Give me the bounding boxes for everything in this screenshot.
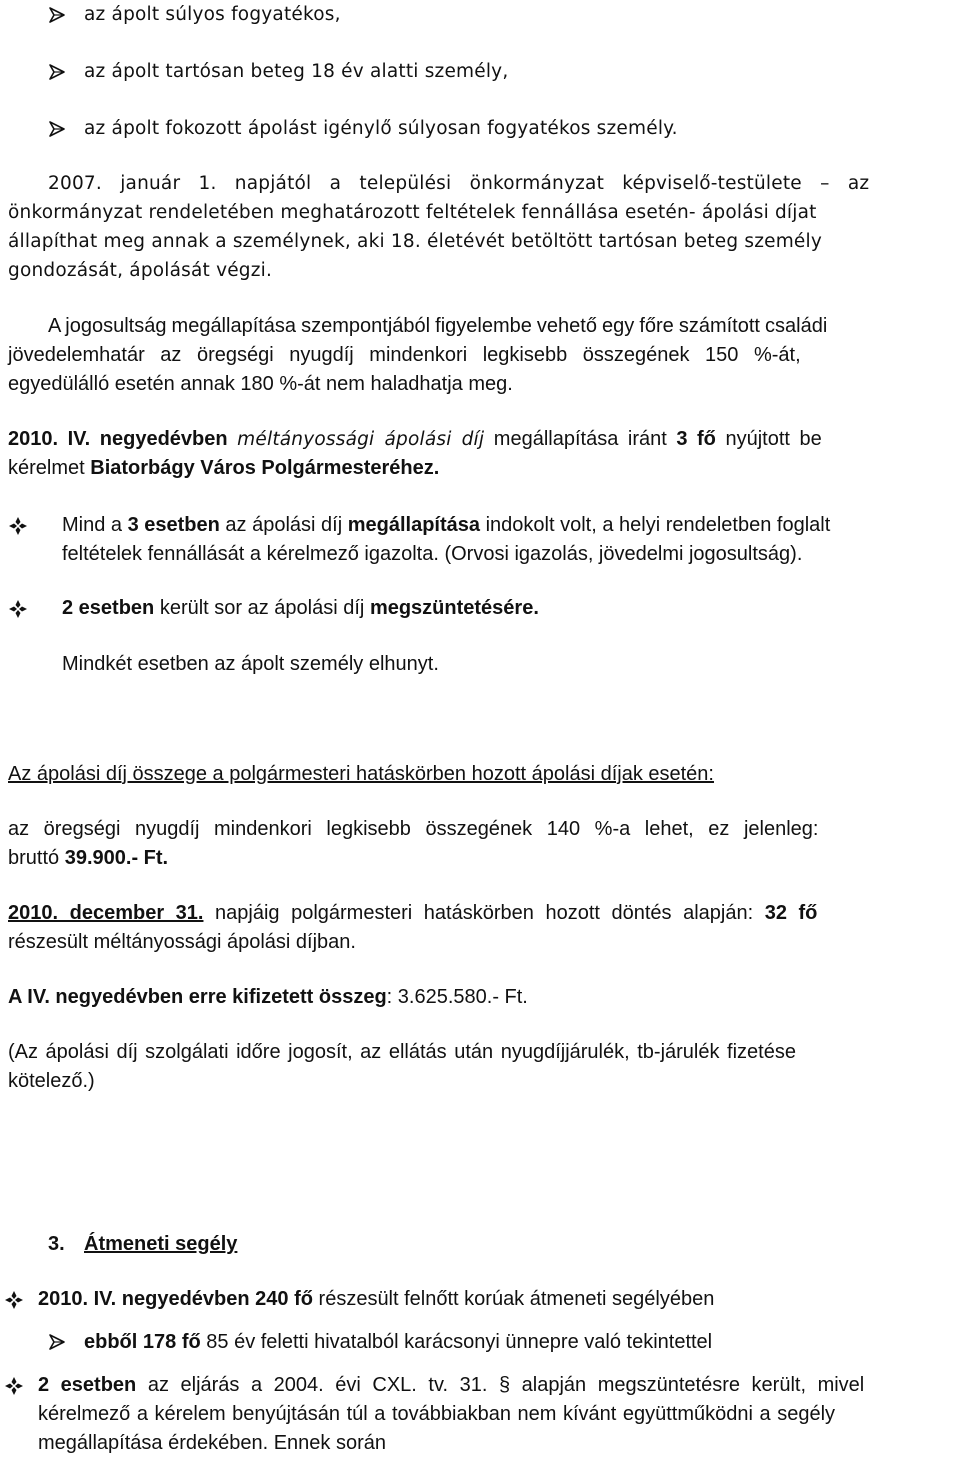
authority-name: Biatorbágy Város Polgármesteréhez. xyxy=(90,457,440,479)
paragraph-line xyxy=(8,983,528,1011)
amount: : 3.625.580.- Ft. xyxy=(386,986,528,1008)
text: napjáig polgármesteri hatáskörben hozott döntés alapján: xyxy=(215,902,754,924)
bullet-line xyxy=(38,1371,864,1399)
paragraph-line xyxy=(8,425,822,454)
paragraph-line: (Az ápolási díj szolgálati időre jogosít, az ellátás után nyugdíjjárulék, tb-járulék fizetése xyxy=(8,1041,796,1063)
section-number: 3. xyxy=(48,1233,65,1255)
paragraph-line: gondozását, ápolását végzi. xyxy=(8,260,273,281)
paragraph-line: 2007. január 1. napjától a települési önkormányzat képviselő-testülete – az xyxy=(48,173,870,194)
text: bruttó xyxy=(8,847,60,869)
arrow-bullet-icon xyxy=(48,63,66,81)
count: 3 esetben xyxy=(127,514,220,536)
label: A IV. negyedévben erre kifizetett összeg xyxy=(8,986,387,1008)
bullet-item: az ápolt súlyos fogyatékos, xyxy=(84,4,341,25)
arrow-bullet-icon xyxy=(48,6,66,24)
diamond-bullet-icon xyxy=(8,516,28,536)
date: 2010. december 31. xyxy=(8,902,204,924)
paragraph-line: részesült méltányossági ápolási díjban. xyxy=(8,931,356,953)
section-title: Átmeneti segély xyxy=(84,1233,238,1255)
bullet-line: megállapítása érdekében. Ennek során xyxy=(38,1432,387,1454)
count: ebből 178 fő xyxy=(84,1331,201,1353)
count: 3 fő xyxy=(676,428,716,450)
bullet-item: az ápolt fokozott ápolást igénylő súlyosan fogyatékos személy. xyxy=(84,118,678,139)
amount: 39.900.- Ft. xyxy=(64,847,169,869)
paragraph-line: egyedülálló esetén annak 180 %-át nem haladhatja meg. xyxy=(8,373,513,395)
emphasis: megszüntetésére. xyxy=(369,597,539,619)
arrow-bullet-icon xyxy=(48,1333,66,1351)
text: az eljárás a 2004. évi CXL. tv. 31. § alapján megszüntetésre került, mivel xyxy=(147,1374,865,1396)
paragraph-line: A jogosultság megállapítása szempontjából figyelembe vehető egy főre számított családi xyxy=(48,315,828,337)
text: nyújtott be xyxy=(725,428,822,450)
diamond-bullet-icon xyxy=(4,1376,24,1396)
section-heading: Az ápolási díj összege a polgármesteri hatáskörben hozott ápolási díjak esetén: xyxy=(8,763,714,785)
bullet-line xyxy=(38,1285,714,1313)
paragraph-line: kötelező.) xyxy=(8,1070,95,1092)
text: indokolt volt, a helyi rendeletben foglalt xyxy=(485,514,831,536)
paragraph-line xyxy=(8,899,817,927)
paragraph-line: önkormányzat rendeletében meghatározott feltételek fennállása esetén- ápolási díjat xyxy=(8,202,817,223)
diamond-bullet-icon xyxy=(8,599,28,619)
bullet-item: az ápolt tartósan beteg 18 év alatti személy, xyxy=(84,61,509,82)
bullet-line: Mindkét esetben az ápolt személy elhunyt. xyxy=(62,653,439,675)
count: 32 fő xyxy=(764,902,818,924)
paragraph-line: az öregségi nyugdíj mindenkori legkisebb összegének 140 %-a lehet, ez jelenleg: xyxy=(8,818,819,840)
diamond-bullet-icon xyxy=(4,1290,24,1310)
paragraph-line xyxy=(8,454,439,482)
text: 85 év feletti hivatalból karácsonyi ünnepre való tekintettel xyxy=(206,1331,713,1353)
arrow-bullet-icon xyxy=(48,120,66,138)
bullet-line: feltételek fennállását a kérelmező igazolta. (Orvosi igazolás, jövedelmi jogosultság). xyxy=(62,543,803,565)
text: részesült felnőtt korúak átmeneti segélyében xyxy=(318,1288,715,1310)
count: 2 esetben xyxy=(38,1374,137,1396)
bullet-line xyxy=(62,594,539,622)
text: az ápolási díj xyxy=(225,514,343,536)
paragraph-line xyxy=(8,844,168,872)
count: 2 esetben xyxy=(62,597,155,619)
paragraph-line: jövedelemhatár az öregségi nyugdíj mindenkori legkisebb összegének 150 %-át, xyxy=(8,344,801,366)
text: kérelmet xyxy=(8,457,85,479)
paragraph-line: állapíthat meg annak a személynek, aki 18. életévét betöltött tartósan beteg személy xyxy=(8,231,822,252)
date-period: 2010. IV. negyedévben xyxy=(8,428,228,450)
count: 2010. IV. negyedévben 240 fő xyxy=(38,1288,313,1310)
text: megállapítása iránt xyxy=(493,428,667,450)
bullet-line: kérelmező a kérelem benyújtásán túl a továbbiakban nem kívánt együttműködni a segély xyxy=(38,1403,836,1425)
emphasis: megállapítása xyxy=(347,514,481,536)
emphasis: méltányossági ápolási díj xyxy=(237,429,485,450)
text: Mind a xyxy=(62,514,123,536)
text: került sor az ápolási díj xyxy=(159,597,365,619)
bullet-line xyxy=(62,511,830,539)
bullet-line xyxy=(84,1328,712,1356)
